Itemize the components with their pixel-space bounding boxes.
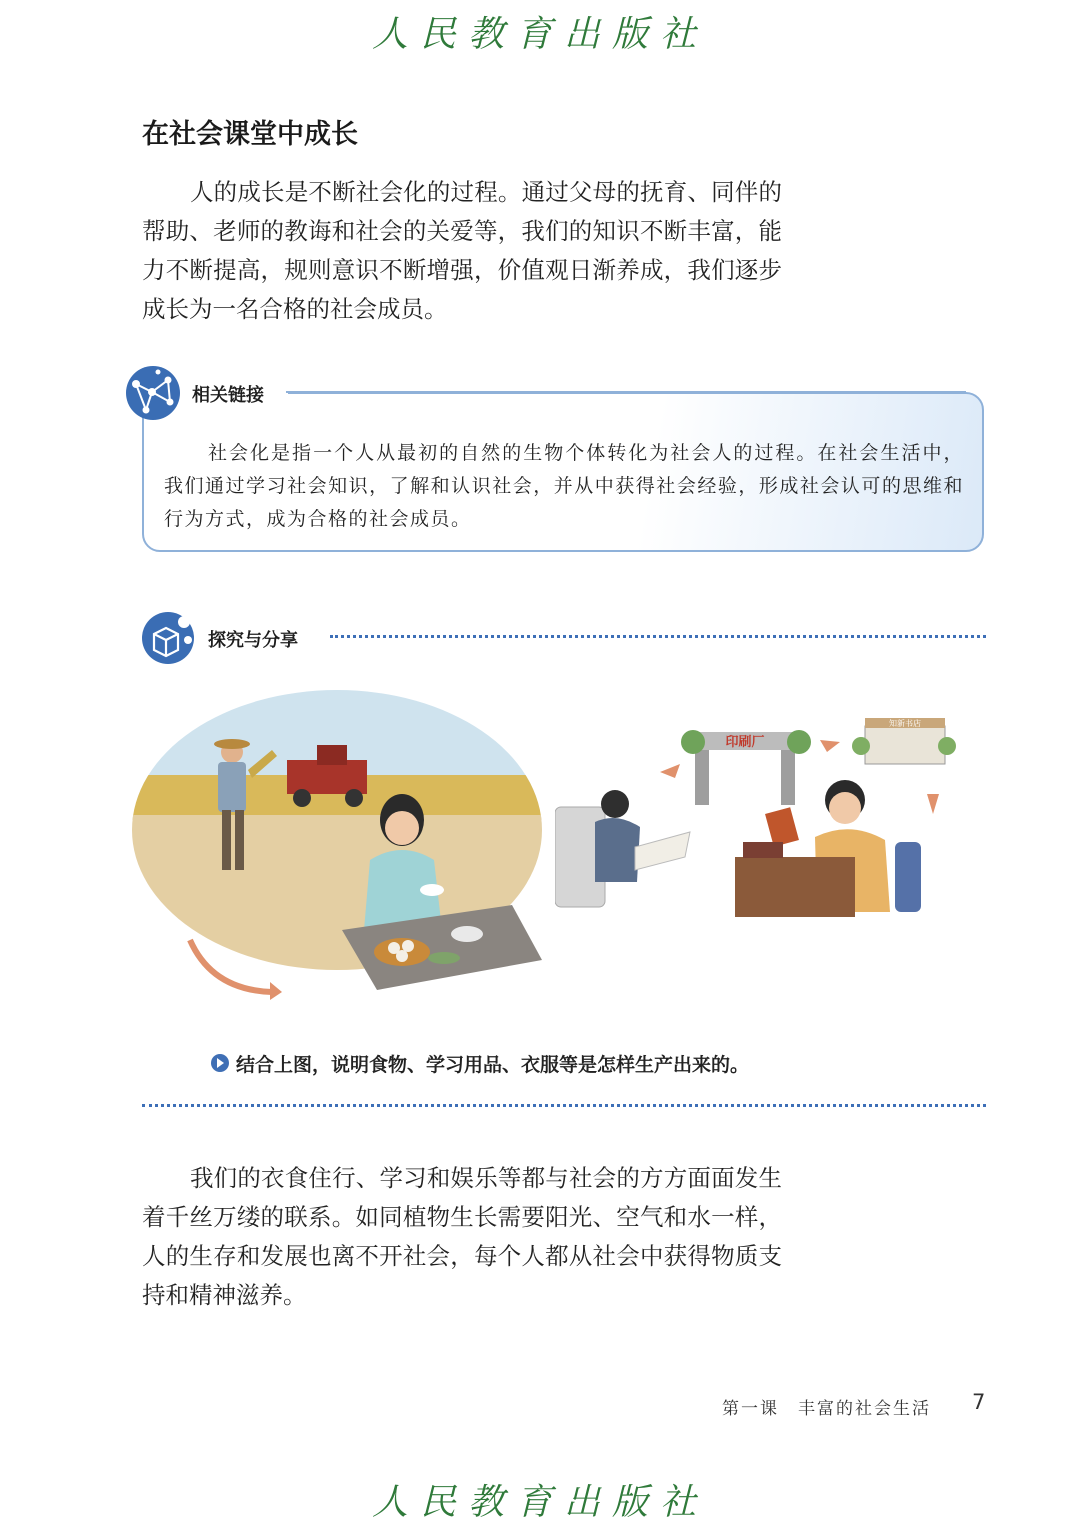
cube-icon bbox=[140, 610, 196, 666]
section-divider bbox=[142, 1104, 986, 1107]
explore-question: 结合上图，说明食物、学习用品、衣服等是怎样生产出来的。 bbox=[236, 1054, 750, 1076]
publisher-logo-bottom: 人民教育出版社 bbox=[371, 1482, 708, 1523]
study-supplies-illustration bbox=[555, 712, 975, 947]
link-divider bbox=[286, 391, 966, 393]
section-title: 在社会课堂中成长 bbox=[142, 119, 358, 150]
page-number: 7 bbox=[972, 1390, 986, 1414]
paragraph-socialization: 人的成长是不断社会化的过程。通过父母的抚育、同伴的帮助、老师的教诲和社会的关爱等，我们的知识不断丰富，能力不断提高，规则意识不断增强，价值观日渐养成，我们逐步成长为一名合格的社会成员。 bbox=[142, 178, 782, 323]
food-production-illustration bbox=[132, 690, 552, 1010]
bookstore-sign: 知新书店 bbox=[889, 719, 921, 728]
factory-sign: 印刷厂 bbox=[725, 735, 765, 750]
paragraph-social-connection: 我们的衣食住行、学习和娱乐等都与社会的方方面面发生着千丝万缕的联系。如同植物生长需要阳光、空气和水一样，人的生存和发展也离不开社会，每个人都从社会中获得物质支持和精神滋养。 bbox=[142, 1164, 782, 1309]
explore-divider bbox=[330, 635, 986, 638]
footer-chapter-title: 第一课 丰富的社会生活 bbox=[722, 1399, 931, 1419]
publisher-logo-top: 人民教育出版社 bbox=[371, 14, 708, 55]
related-link-text: 社会化是指一个人从最初的自然的生物个体转化为社会人的过程。在社会生活中，我们通过学习社会知识，了解和认识社会，并从中获得社会经验，形成社会认可的思维和行为方式，成为合格的社会成员。 bbox=[164, 442, 964, 530]
explore-share-label: 探究与分享 bbox=[208, 630, 298, 651]
network-icon bbox=[124, 364, 182, 422]
question-bullet-icon bbox=[211, 1054, 229, 1072]
related-link-label: 相关链接 bbox=[192, 385, 264, 406]
